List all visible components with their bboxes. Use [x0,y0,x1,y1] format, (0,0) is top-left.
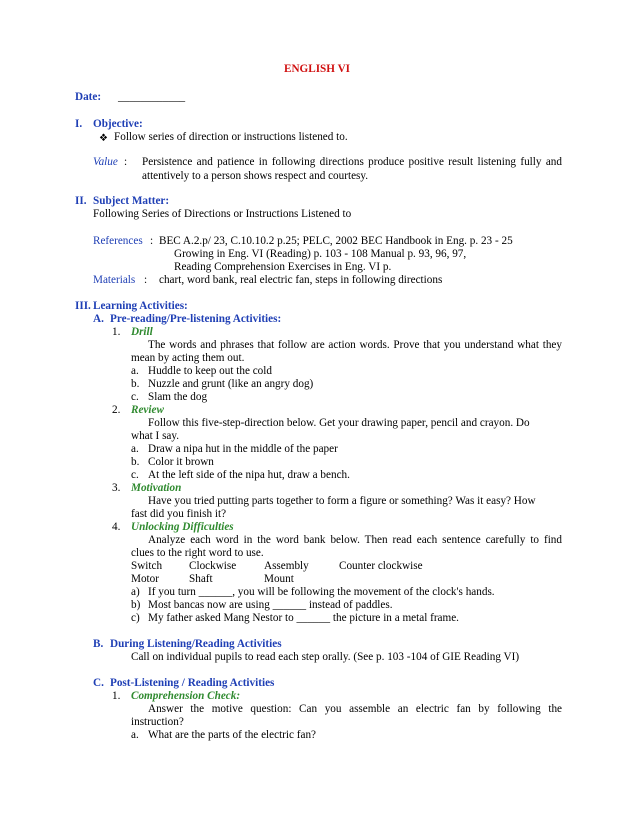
drill-line-1: The words and phrases that follow are action words. Prove that you understand what they [148,339,562,351]
word-bank-word: Assembly [264,560,309,572]
section-3-numeral: III. [75,300,91,312]
review-item-b-text: Color it brown [148,456,214,468]
drill-item-a-text: Huddle to keep out the cold [148,365,272,377]
review-item-b-letter: b. [131,456,140,468]
word-bank-word: Clockwise [189,560,237,572]
section-3-heading: Learning Activities: [93,300,188,312]
materials-label: Materials [93,274,136,286]
value-line-2: attentively to a person shows respect and courtesy. [142,170,369,182]
drill-item-b-letter: b. [131,378,140,390]
references-colon: : [150,235,154,247]
comprehension-line-1: Answer the motive question: Can you assemble an electric fan by following the [148,703,562,715]
value-label: Value [93,156,118,168]
subsection-c-label: C. [93,677,104,689]
unlocking-line-2: clues to the right word to use. [131,547,264,559]
subsection-b-label: B. [93,638,104,650]
subsection-b-heading: During Listening/Reading Activities [110,638,282,650]
subsection-b-text: Call on individual pupils to read each step orally. (See p. 103 -104 of GIE Reading VI) [131,651,520,663]
review-title: Review [131,404,164,416]
review-item-a-letter: a. [131,443,139,455]
motivation-number: 3. [112,482,121,494]
comprehension-item-a-letter: a. [131,729,139,741]
word-bank-word: Mount [264,573,294,585]
subject-matter-text: Following Series of Directions or Instructions Listened to [93,208,352,220]
section-1-heading: Objective: [93,118,143,130]
references-label: References [93,235,143,247]
drill-line-2: mean by acting them out. [131,352,245,364]
word-bank-word: Shaft [189,573,213,585]
references-line-2: Growing in Eng. VI (Reading) p. 103 - 108 Manual p. 93, 96, 97, [174,248,467,260]
drill-item-c-letter: c. [131,391,139,403]
unlocking-item-b-letter: b) [131,599,141,611]
unlocking-number: 4. [112,521,121,533]
section-2-heading: Subject Matter: [93,195,170,207]
diamond-bullet-icon: ❖ [99,133,108,144]
document-title: ENGLISH VI [284,63,351,75]
motivation-line-2: fast did you finish it? [131,508,227,520]
motivation-title: Motivation [131,482,182,494]
motivation-line-1: Have you tried putting parts together to form a figure or something? Was it easy? How [148,495,536,507]
word-bank-word: Motor [131,573,159,585]
date-blank: ____________ [118,91,186,103]
drill-item-a-letter: a. [131,365,139,377]
drill-number: 1. [112,326,121,338]
review-item-a-text: Draw a nipa hut in the middle of the paper [148,443,338,455]
drill-title: Drill [131,326,153,338]
unlocking-item-c-text: My father asked Mang Nestor to ______ the picture in a metal frame. [148,612,459,624]
unlocking-item-b-text: Most bancas now are using ______ instead of paddles. [148,599,393,611]
review-item-c-text: At the left side of the nipa hut, draw a bench. [148,469,350,481]
subsection-a-label: A. [93,313,104,325]
review-line-2: what I say. [131,430,180,442]
comprehension-item-a-text: What are the parts of the electric fan? [148,729,317,741]
unlocking-item-a-letter: a) [131,586,140,598]
materials-colon: : [144,274,148,286]
word-bank-word: Counter clockwise [339,560,423,572]
subsection-c-heading: Post-Listening / Reading Activities [110,677,275,689]
comprehension-line-2: instruction? [131,716,184,728]
subsection-a-heading: Pre-reading/Pre-listening Activities: [110,313,282,325]
unlocking-line-1: Analyze each word in the word bank below. Then read each sentence carefully to find [148,534,562,546]
objective-bullet-text: Follow series of direction or instructions listened to. [114,131,348,143]
review-number: 2. [112,404,121,416]
review-item-c-letter: c. [131,469,139,481]
materials-text: chart, word bank, real electric fan, steps in following directions [159,274,443,286]
section-2-numeral: II. [75,195,87,207]
drill-item-b-text: Nuzzle and grunt (like an angry dog) [148,378,314,390]
word-bank-word: Switch [131,560,163,572]
value-line-1: Persistence and patience in following directions produce positive result listening fully and [142,156,562,168]
comprehension-number: 1. [112,690,121,702]
unlocking-item-a-text: If you turn ______, you will be following the movement of the clock's hands. [148,586,495,598]
references-line-1: BEC A.2.p/ 23, C.10.10.2 p.25; PELC, 2002 BEC Handbook in Eng. p. 23 - 25 [159,235,513,247]
unlocking-item-c-letter: c) [131,612,140,624]
review-line-1: Follow this five-step-direction below. Get your drawing paper, pencil and crayon. Do [148,417,530,429]
unlocking-title: Unlocking Difficulties [131,521,234,533]
drill-item-c-text: Slam the dog [148,391,208,403]
section-1-numeral: I. [75,118,83,130]
references-line-3: Reading Comprehension Exercises in Eng. VI p. [174,261,392,273]
date-label: Date: [75,91,102,103]
comprehension-title: Comprehension Check: [131,690,241,702]
value-colon: : [124,156,128,168]
